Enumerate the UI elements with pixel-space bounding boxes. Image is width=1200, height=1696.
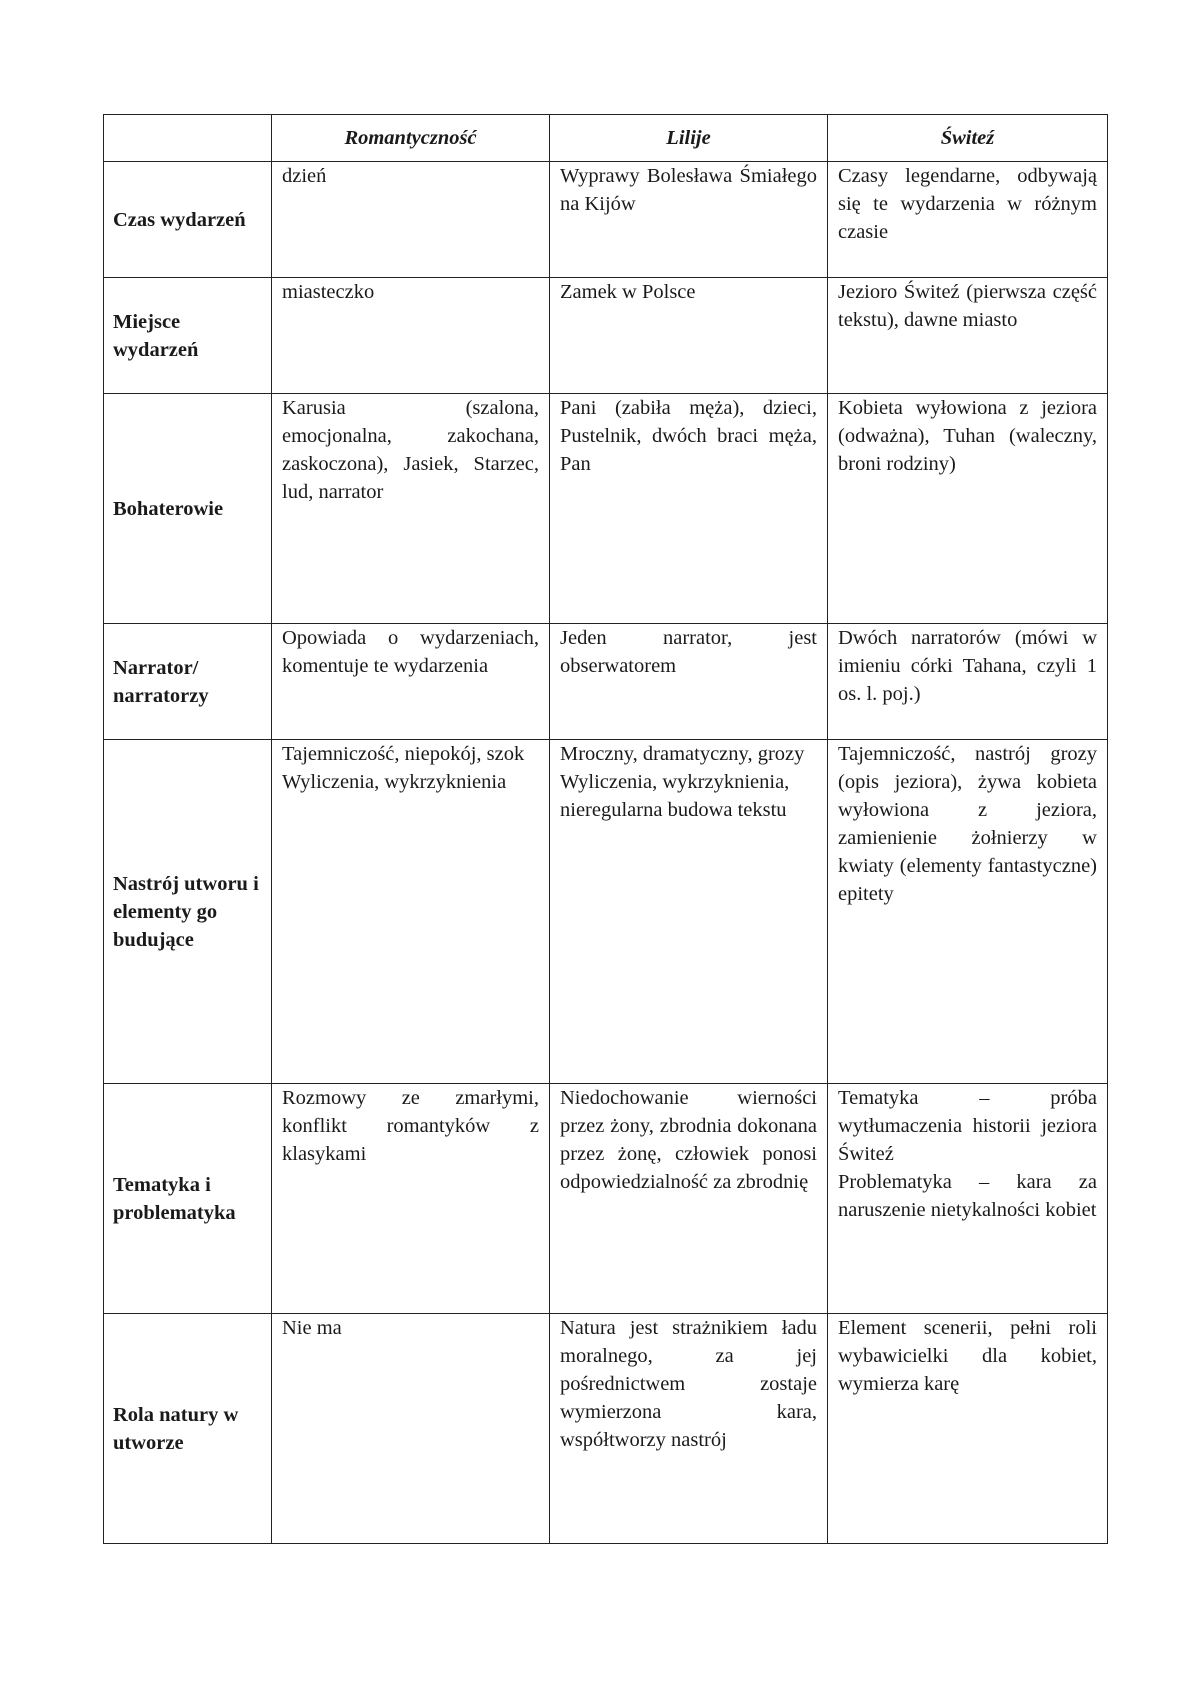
- table-row: [104, 740, 1108, 1084]
- comparison-table: [103, 114, 1108, 1544]
- table-cell: Natura jest strażnikiem ładu moralnego, za jej pośrednictwem zostaje wymierzona kara, współtworzy nastrój: [550, 1314, 828, 1544]
- table-cell: Dwóch narratorów (mówi w imieniu córki Tahana, czyli 1 os. l. poj.): [828, 624, 1108, 740]
- row-label: Miejsce wydarzeń: [104, 278, 272, 394]
- table-cell: miasteczko: [272, 278, 550, 394]
- table-cell: Nie ma: [272, 1314, 550, 1544]
- row-label: Czas wydarzeń: [104, 162, 272, 278]
- table-row: [104, 1084, 1108, 1314]
- row-label: Nastrój utworu i elementy go budujące: [104, 740, 272, 1084]
- header-corner-cell: [104, 115, 272, 162]
- table-cell: Tematyka – próba wytłumaczenia historii jeziora Świteź Problematyka – kara za naruszenie nietykalności kobiet: [828, 1084, 1108, 1314]
- table-cell: Opowiada o wydarzeniach, komentuje te wydarzenia: [272, 624, 550, 740]
- header-lilije: Lilije: [550, 115, 828, 162]
- table-cell: Czasy legendarne, odbywają się te wydarzenia w różnym czasie: [828, 162, 1108, 278]
- table-cell: Element scenerii, pełni roli wybawicielki dla kobiet, wymierza karę: [828, 1314, 1108, 1544]
- row-label: Narrator/ narratorzy: [104, 624, 272, 740]
- table-cell: Karusia (szalona, emocjonalna, zakochana, zaskoczona), Jasiek, Starzec, lud, narrator: [272, 394, 550, 624]
- table-row: [104, 624, 1108, 740]
- table-cell: Mroczny, dramatyczny, grozy Wyliczenia, wykrzyknienia, nieregularna budowa tekstu: [550, 740, 828, 1084]
- table-row: [104, 1314, 1108, 1544]
- table-row: [104, 278, 1108, 394]
- table-row: [104, 162, 1108, 278]
- table-cell: Tajemniczość, niepokój, szok Wyliczenia, wykrzyknienia: [272, 740, 550, 1084]
- table-cell: Niedochowanie wierności przez żony, zbrodnia dokonana przez żonę, człowiek ponosi odpowiedzialność za zbrodnię: [550, 1084, 828, 1314]
- header-romantycznosc: Romantyczność: [272, 115, 550, 162]
- table-cell: Tajemniczość, nastrój grozy (opis jeziora), żywa kobieta wyłowiona z jeziora, zamienienie żołnierzy w kwiaty (elementy fantastyczne) epitety: [828, 740, 1108, 1084]
- table-header-row: [104, 115, 1108, 162]
- table-cell: Wyprawy Bolesława Śmiałego na Kijów: [550, 162, 828, 278]
- table-row: [104, 394, 1108, 624]
- row-label: Bohaterowie: [104, 394, 272, 624]
- table-cell: Pani (zabiła męża), dzieci, Pustelnik, dwóch braci męża, Pan: [550, 394, 828, 624]
- header-switez: Świteź: [828, 115, 1108, 162]
- table-cell: Jeden narrator, jest obserwatorem: [550, 624, 828, 740]
- table-cell: Rozmowy ze zmarłymi, konflikt romantyków z klasykami: [272, 1084, 550, 1314]
- table-cell: Jezioro Świteź (pierwsza część tekstu), dawne miasto: [828, 278, 1108, 394]
- table-cell: Kobieta wyłowiona z jeziora (odważna), Tuhan (waleczny, broni rodziny): [828, 394, 1108, 624]
- row-label: Tematyka i problematyka: [104, 1084, 272, 1314]
- table-cell: Zamek w Polsce: [550, 278, 828, 394]
- table-cell: dzień: [272, 162, 550, 278]
- row-label: Rola natury w utworze: [104, 1314, 272, 1544]
